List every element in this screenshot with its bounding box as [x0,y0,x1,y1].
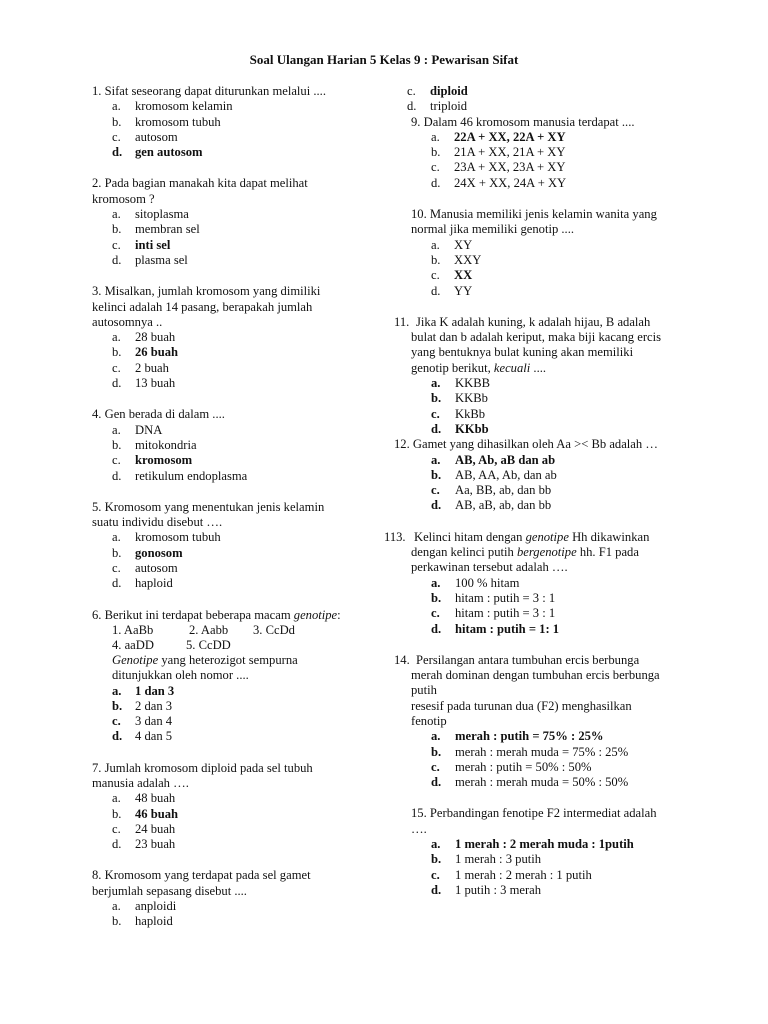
question-6 [92,608,382,745]
question-stem: 3. Misalkan, jumlah kromosom yang dimiliki [92,284,321,299]
question-stem: perkawinan tersebut adalah …. [411,560,568,575]
option-c[interactable]: c. 23A + XX, 23A + XY [431,160,566,175]
option-d-answer[interactable]: d. hitam : putih = 1: 1 [431,621,560,636]
option-b[interactable]: b. mitokondria [112,437,197,452]
option-a[interactable]: a. anploidi [112,899,177,914]
question-stem: yang bentuknya bulat kuning akan memiliki [411,345,634,360]
option-c-answer[interactable]: c. XX [431,268,473,283]
question-stem: genotip berikut, kecuali .... [411,360,547,375]
option-a[interactable]: a. 28 buah [112,330,176,345]
option-a-answer[interactable]: a. AB, Ab, aB dan ab [431,452,556,467]
question-stem: autosomnya .. [92,314,163,329]
question-stem: …. [411,821,427,836]
question-13 [384,530,714,637]
question-stem: 5. Kromosom yang menentukan jenis kelamin [92,499,325,514]
option-d[interactable]: d. triploid [407,99,468,114]
question-stem: fenotip [411,713,447,728]
right-column [384,84,714,914]
option-c[interactable]: c. autosom [112,561,178,576]
question-15 [384,806,714,898]
option-b[interactable]: b. merah : merah muda = 75% : 25% [431,744,629,759]
option-c[interactable]: c. 2 buah [112,360,169,375]
option-c-answer[interactable]: c. inti sel [112,237,171,252]
question-7 [92,761,382,853]
option-d-answer[interactable]: d. gen autosom [112,145,203,160]
option-b[interactable]: b. membran sel [112,222,200,237]
option-a[interactable]: a. XY [431,237,473,252]
option-b-answer[interactable]: b. 26 buah [112,345,179,360]
page-title: Soal Ulangan Harian 5 Kelas 9 : Pewarisan Sifat [249,52,519,67]
option-a[interactable]: a. kromosom tubuh [112,530,221,545]
question-stem: 12. Gamet yang dihasilkan oleh Aa >< Bb adalah … [394,437,658,452]
genotype-item: 5. CcDD [186,637,231,652]
option-d[interactable]: d. 24X + XX, 24A + XY [431,175,567,190]
option-d[interactable]: d. haploid [112,576,173,591]
question-stem: merah dominan dengan tumbuhan ercis berbunga [411,668,660,683]
option-d[interactable]: d. 23 buah [112,837,176,852]
option-c[interactable]: c. 24 buah [112,821,176,836]
question-9 [384,115,714,191]
option-d[interactable]: d. YY [431,283,473,298]
genotype-item: 4. aaDD [112,637,154,652]
question-stem: putih [411,683,437,698]
option-a[interactable]: a. KKBB [431,376,490,391]
option-d[interactable]: d. merah : merah muda = 50% : 50% [431,775,629,790]
option-d[interactable]: d. 1 putih : 3 merah [431,882,542,897]
option-a[interactable]: a. sitoplasma [112,207,189,222]
question-stem: manusia adalah …. [92,775,189,790]
question-stem: kelinci adalah 14 pasang, berapakah jumlah [92,299,313,314]
left-column [92,84,382,946]
genotype-item: 2. Aabb [189,622,229,637]
option-b[interactable]: b. 21A + XX, 21A + XY [431,145,566,160]
genotype-item: 1. AaBb [112,622,154,637]
question-10 [384,207,714,299]
genotype-list-row [92,638,382,653]
option-b-answer[interactable]: b. gonosom [112,545,183,560]
question-stem: 10. Manusia memiliki jenis kelamin wanita yang [411,207,657,222]
option-b[interactable]: b. kromosom tubuh [112,114,221,129]
option-c[interactable]: c. 1 merah : 2 merah : 1 putih [431,867,592,882]
option-c-answer[interactable]: c. kromosom [112,453,193,468]
option-d-answer[interactable]: d. KKbb [431,421,489,436]
question-stem: 1. Sifat seseorang dapat diturunkan melalui .... [92,84,326,98]
question-stem: Genotipe yang heterozigot sempurna [112,652,298,667]
option-c-answer[interactable]: c. diploid [407,84,468,98]
option-a[interactable]: a. DNA [112,422,163,437]
option-a-answer[interactable]: a. 1 merah : 2 merah muda : 1putih [431,837,634,852]
question-1 [92,84,382,160]
option-a[interactable]: a. 100 % hitam [431,575,520,590]
option-d[interactable]: d. 13 buah [112,376,176,391]
question-stem: kromosom ? [92,191,155,206]
genotype-item: 3. CcDd [253,622,295,637]
option-c[interactable]: c. Aa, BB, ab, dan bb [431,483,552,498]
question-4 [92,407,382,483]
question-stem: 9. Dalam 46 kromosom manusia terdapat .... [411,114,635,129]
option-a[interactable]: a. 48 buah [112,791,176,806]
option-d[interactable]: d. plasma sel [112,252,188,267]
option-a-answer[interactable]: a. 22A + XX, 22A + XY [431,129,566,144]
question-stem: bulat dan b adalah keriput, maka biji kacang ercis [411,330,662,345]
question-11 [384,315,714,437]
option-c[interactable]: c. merah : putih = 50% : 50% [431,759,592,774]
option-c[interactable]: c. autosom [112,129,178,144]
option-b[interactable]: b. KKBb [431,391,488,406]
question-8-continued [384,84,714,115]
option-d[interactable]: d. AB, aB, ab, dan bb [431,498,552,513]
question-8 [92,868,382,929]
question-stem: ditunjukkan oleh nomor .... [112,668,249,683]
option-c[interactable]: c. hitam : putih = 3 : 1 [431,606,556,621]
option-b[interactable]: b. XXY [431,252,482,267]
option-b[interactable]: b. 2 dan 3 [112,698,173,713]
option-c[interactable]: c. KkBb [431,406,486,421]
option-d[interactable]: d. retikulum endoplasma [112,468,248,483]
question-stem: 6. Berikut ini terdapat beberapa macam genotipe: [92,607,341,622]
option-b[interactable]: b. haploid [112,914,173,929]
option-a-answer[interactable]: a. 1 dan 3 [112,683,175,698]
genotype-list-row [92,623,382,638]
option-b[interactable]: b. hitam : putih = 3 : 1 [431,590,556,605]
question-2 [92,176,382,268]
option-a[interactable]: a. kromosom kelamin [112,99,233,114]
option-a-answer[interactable]: a. merah : putih = 75% : 25% [431,729,604,744]
question-stem: 7. Jumlah kromosom diploid pada sel tubuh [92,760,313,775]
question-stem: 2. Pada bagian manakah kita dapat melihat [92,176,308,191]
question-stem: 14. Persilangan antara tumbuhan ercis berbunga [394,652,640,667]
question-stem: normal jika memiliki genotip .... [411,222,574,237]
question-3 [92,284,382,391]
question-stem: 8. Kromosom yang terdapat pada sel gamet [92,868,311,883]
question-stem: resesif pada turunan dua (F2) menghasilkan [411,698,632,713]
question-stem: 15. Perbandingan fenotipe F2 intermediat adalah [411,806,657,821]
question-stem: 4. Gen berada di dalam .... [92,407,225,422]
option-b-answer[interactable]: b. 46 buah [112,806,179,821]
option-d[interactable]: d. 4 dan 5 [112,729,173,744]
question-stem: suatu individu disebut …. [92,515,223,530]
option-c[interactable]: c. 3 dan 4 [112,714,173,729]
question-5 [92,500,382,592]
option-b[interactable]: b. AB, AA, Ab, dan ab [431,467,557,482]
question-stem: berjumlah sepasang disebut .... [92,883,247,898]
question-12 [384,437,714,513]
question-stem: 113. Kelinci hitam dengan genotipe Hh dikawinkan [384,529,650,544]
question-stem: 11. Jika K adalah kuning, k adalah hijau, B adalah [394,314,651,329]
question-14 [384,653,714,791]
question-stem: dengan kelinci putih bergenotipe hh. F1 pada [411,545,639,560]
option-b[interactable]: b. 1 merah : 3 putih [431,852,542,867]
